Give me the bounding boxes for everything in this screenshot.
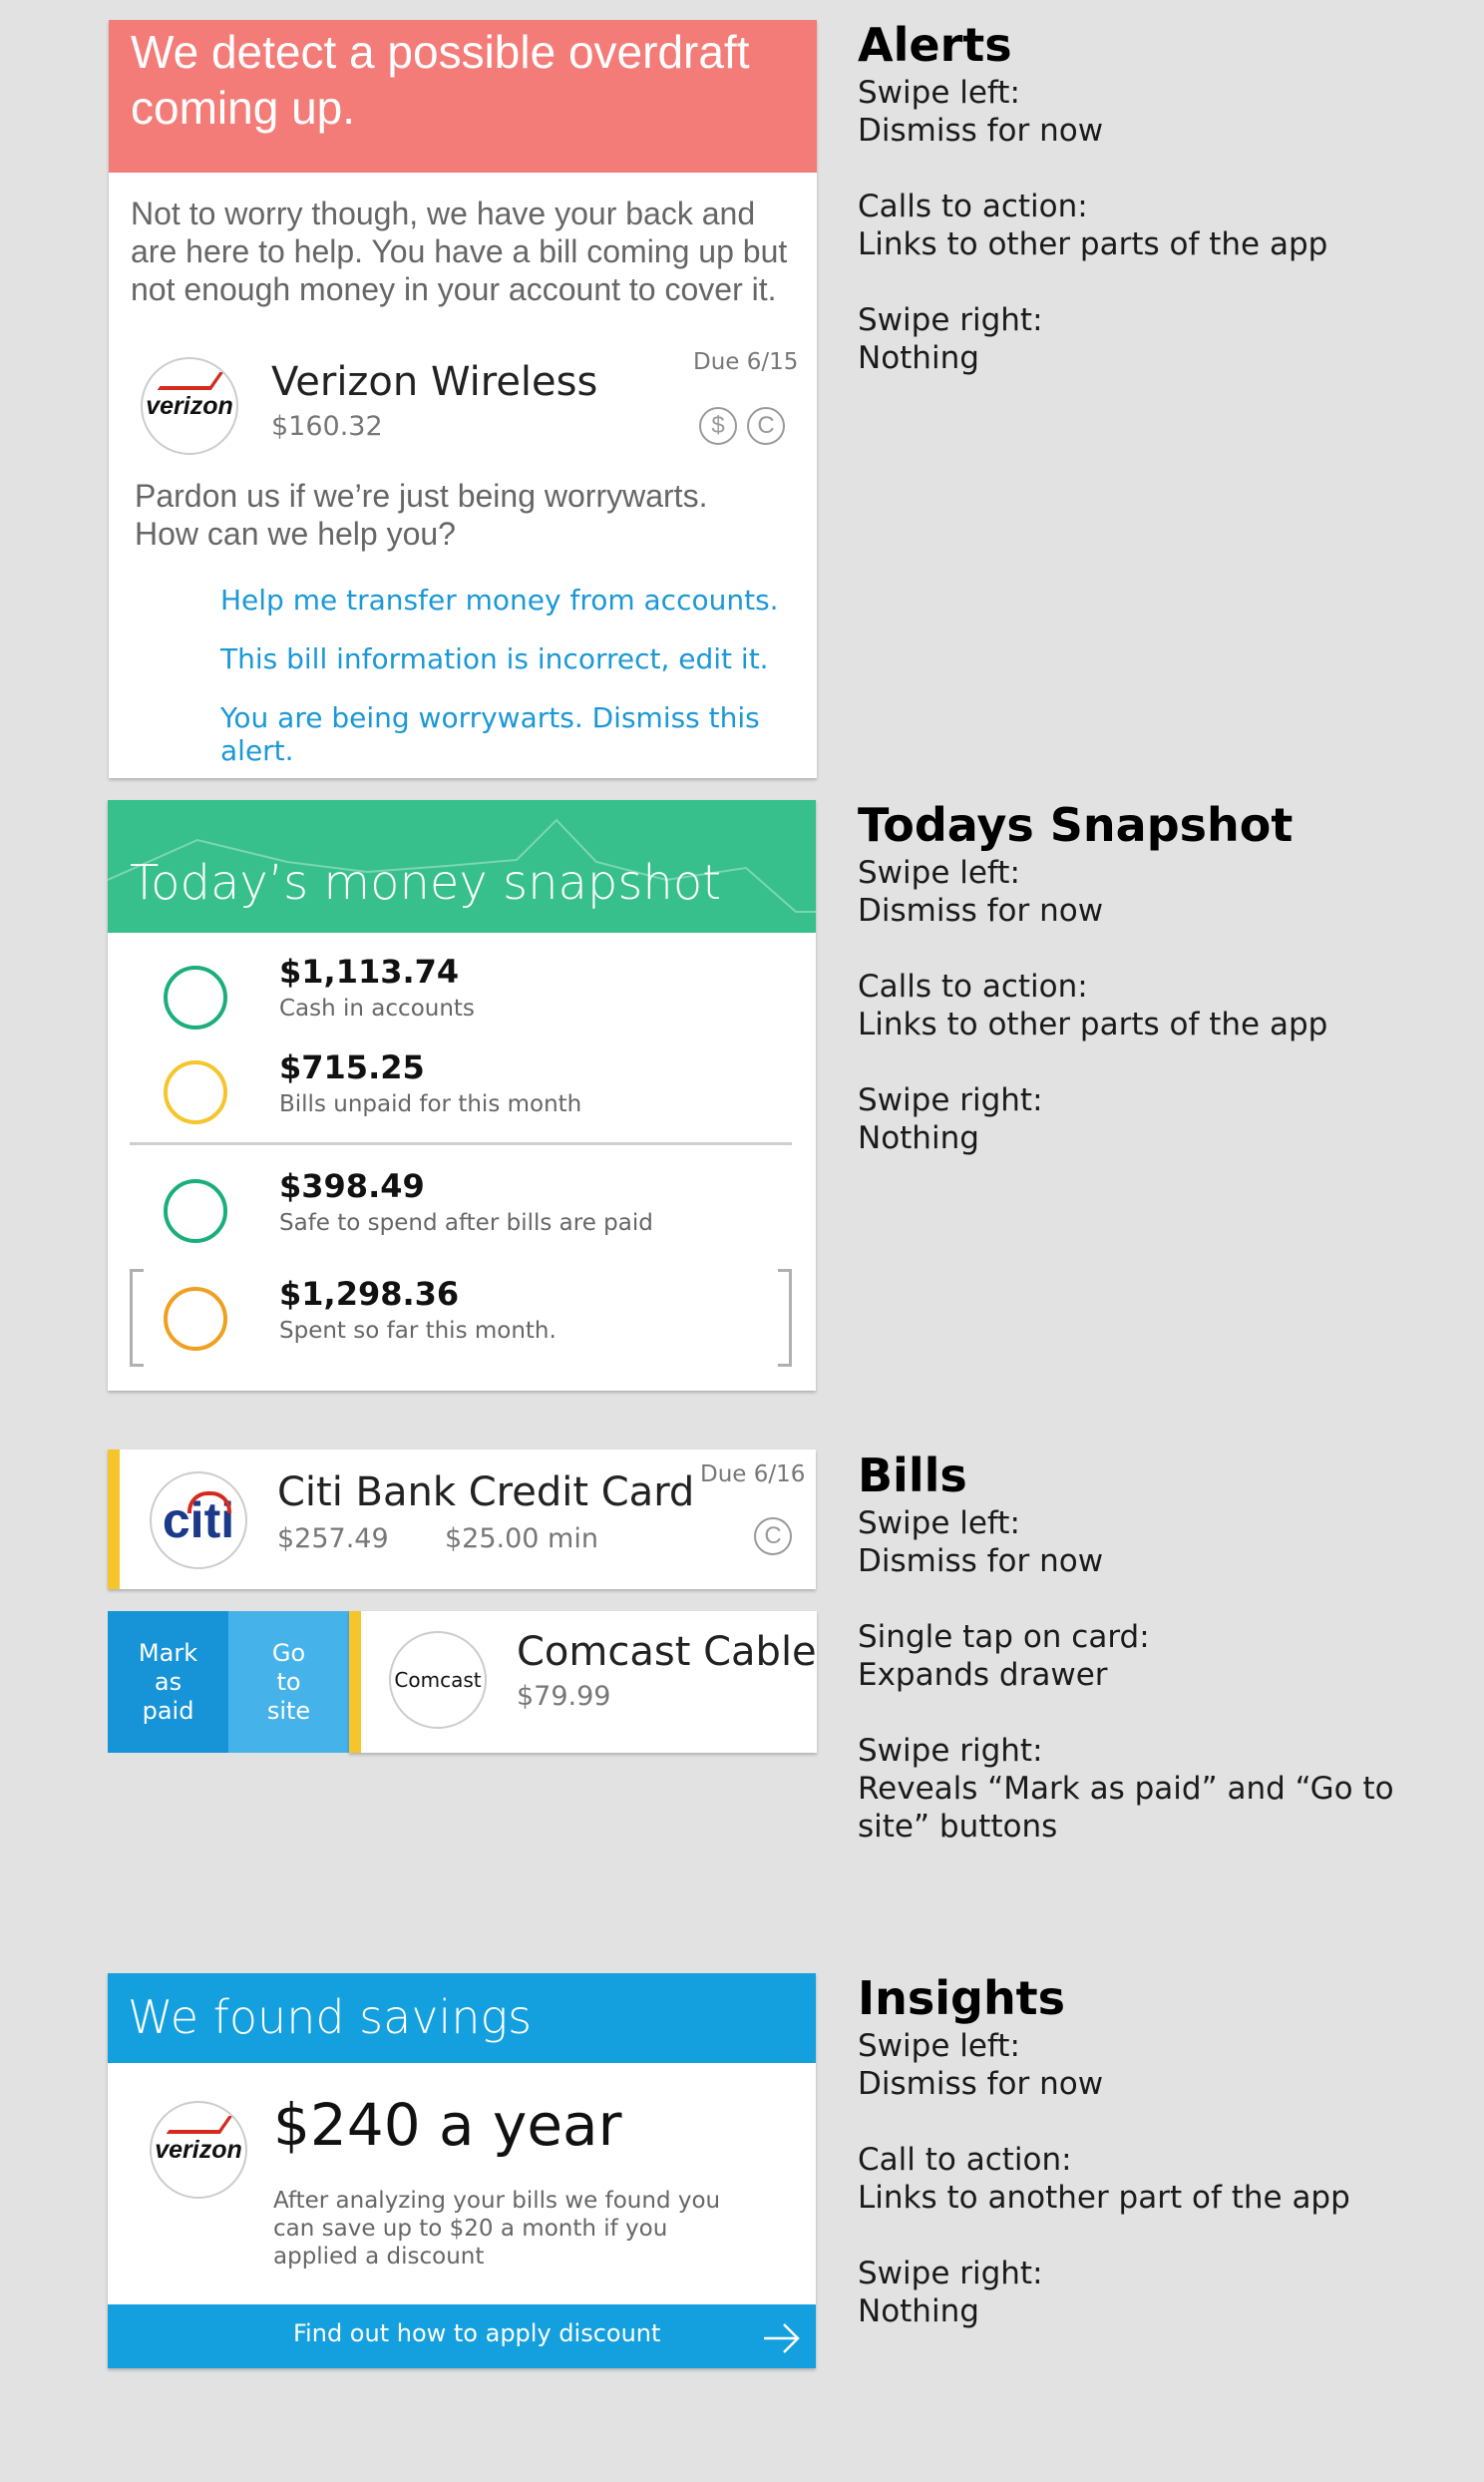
verizon-logo: verizon bbox=[141, 357, 238, 455]
insights-notes bbox=[858, 1971, 1350, 2330]
alert-prompt: Pardon us if we’re just being worrywarts. How can we help you? bbox=[135, 478, 708, 552]
insights-title: We found savings bbox=[108, 1973, 816, 2063]
bills-amount: $715.25 bbox=[279, 1048, 425, 1086]
citi-bill-card[interactable] bbox=[108, 1449, 816, 1589]
cash-c-icon[interactable]: C bbox=[754, 1517, 792, 1555]
insights-notes-title: Insights bbox=[858, 1971, 1066, 2025]
pay-dollar-icon[interactable]: $ bbox=[699, 407, 737, 445]
snapshot-title: Today’s money snapshot bbox=[130, 855, 722, 911]
note-line: Call to action: bbox=[858, 2142, 1072, 2178]
alert-headline: We detect a possible overdraft coming up. bbox=[109, 20, 817, 173]
alert-card[interactable] bbox=[109, 20, 817, 778]
snapshot-notes bbox=[858, 798, 1327, 1157]
citi-bill-name: Citi Bank Credit Card bbox=[277, 1469, 695, 1515]
note-line: Nothing bbox=[858, 2293, 979, 2329]
bracket-left bbox=[130, 1269, 144, 1367]
bills-notes bbox=[858, 1448, 1416, 1846]
insights-card[interactable] bbox=[108, 1973, 816, 2368]
savings-headline: $240 a year bbox=[273, 2091, 622, 2159]
safe-ring-icon bbox=[164, 1179, 227, 1243]
bracket-right bbox=[778, 1269, 792, 1367]
citi-min-payment: $25.00 min bbox=[445, 1523, 598, 1554]
snapshot-card[interactable] bbox=[108, 800, 816, 1391]
note-line: Swipe left: bbox=[858, 2028, 1020, 2064]
bill-due-date: Due 6/15 bbox=[693, 349, 799, 375]
citi-due-date: Due 6/16 bbox=[700, 1461, 806, 1487]
apply-discount-label: Find out how to apply discount bbox=[293, 2319, 661, 2347]
note-line: Calls to action: bbox=[858, 969, 1088, 1005]
verizon-logo: verizon bbox=[150, 2101, 247, 2199]
bill-amount: $160.32 bbox=[271, 411, 383, 442]
mark-as-paid-button[interactable] bbox=[108, 1611, 228, 1753]
note-line: Reveals “Mark as paid” and “Go to site” buttons bbox=[858, 1771, 1394, 1845]
spent-label: Spent so far this month. bbox=[279, 1318, 556, 1344]
note-line: Dismiss for now bbox=[858, 1543, 1104, 1579]
note-line: Expands drawer bbox=[858, 1657, 1108, 1693]
citi-bill-amount: $257.49 bbox=[277, 1523, 389, 1554]
bills-ring-icon bbox=[164, 1060, 227, 1124]
safe-label: Safe to spend after bills are paid bbox=[279, 1210, 653, 1236]
note-line: Calls to action: bbox=[858, 189, 1088, 224]
note-line: Nothing bbox=[858, 1120, 979, 1156]
comcast-bill-name: Comcast Cable bbox=[517, 1629, 817, 1675]
bills-label: Bills unpaid for this month bbox=[279, 1091, 582, 1117]
comcast-bill-card[interactable] bbox=[349, 1611, 817, 1753]
comcast-bill-amount: $79.99 bbox=[517, 1681, 611, 1712]
note-line: Links to other parts of the app bbox=[858, 1007, 1328, 1042]
divider bbox=[130, 1142, 792, 1145]
edit-bill-link[interactable]: This bill information is incorrect, edit it. bbox=[220, 642, 769, 675]
mark-as-paid-label: Mark as paid bbox=[138, 1638, 198, 1725]
cash-c-icon[interactable]: C bbox=[747, 407, 785, 445]
note-line: Swipe right: bbox=[858, 2256, 1043, 2291]
note-line: Nothing bbox=[858, 340, 979, 376]
savings-description: After analyzing your bills we found you can save up to $20 a month if you applied a discount bbox=[273, 2188, 721, 2270]
note-line: Swipe left: bbox=[858, 75, 1020, 111]
bill-name: Verizon Wireless bbox=[271, 359, 598, 405]
note-line: Swipe right: bbox=[858, 302, 1043, 338]
note-line: Single tap on card: bbox=[858, 1619, 1150, 1655]
apply-discount-button[interactable] bbox=[108, 2304, 816, 2368]
spent-ring-icon bbox=[164, 1287, 227, 1351]
safe-amount: $398.49 bbox=[279, 1167, 425, 1205]
bill-accent-bar bbox=[349, 1611, 361, 1753]
alert-notes bbox=[858, 18, 1327, 377]
citi-logo: citi bbox=[150, 1471, 247, 1569]
note-line: Dismiss for now bbox=[858, 2066, 1104, 2102]
cash-label: Cash in accounts bbox=[279, 996, 475, 1022]
note-line: Swipe left: bbox=[858, 855, 1020, 891]
note-line: Swipe left: bbox=[858, 1505, 1020, 1541]
comcast-bill-row bbox=[108, 1611, 817, 1753]
snapshot-notes-title: Todays Snapshot bbox=[858, 798, 1294, 852]
note-line: Swipe right: bbox=[858, 1733, 1043, 1769]
cash-amount: $1,113.74 bbox=[279, 953, 460, 991]
go-to-site-label: Go to site bbox=[266, 1638, 311, 1725]
bills-notes-title: Bills bbox=[858, 1448, 967, 1502]
note-line: Swipe right: bbox=[858, 1082, 1043, 1118]
bill-accent-bar bbox=[108, 1449, 120, 1589]
comcast-logo: Comcast bbox=[389, 1631, 487, 1729]
note-line: Dismiss for now bbox=[858, 113, 1104, 149]
note-line: Links to another part of the app bbox=[858, 2180, 1350, 2216]
dismiss-alert-link[interactable]: You are being worrywarts. Dismiss this alert. bbox=[220, 701, 760, 767]
alert-body-text: Not to worry though, we have your back and are here to help. You have a bill coming up but not enough money in your account to cover it. bbox=[131, 196, 788, 307]
arrow-right-icon bbox=[762, 2318, 802, 2358]
note-line: Links to other parts of the app bbox=[858, 226, 1328, 262]
transfer-money-link[interactable]: Help me transfer money from accounts. bbox=[220, 584, 779, 617]
spent-amount: $1,298.36 bbox=[279, 1275, 460, 1313]
go-to-site-button[interactable] bbox=[228, 1611, 349, 1753]
cash-ring-icon bbox=[164, 966, 227, 1030]
note-line: Dismiss for now bbox=[858, 893, 1104, 929]
alert-notes-title: Alerts bbox=[858, 18, 1012, 72]
snapshot-header bbox=[108, 800, 816, 933]
